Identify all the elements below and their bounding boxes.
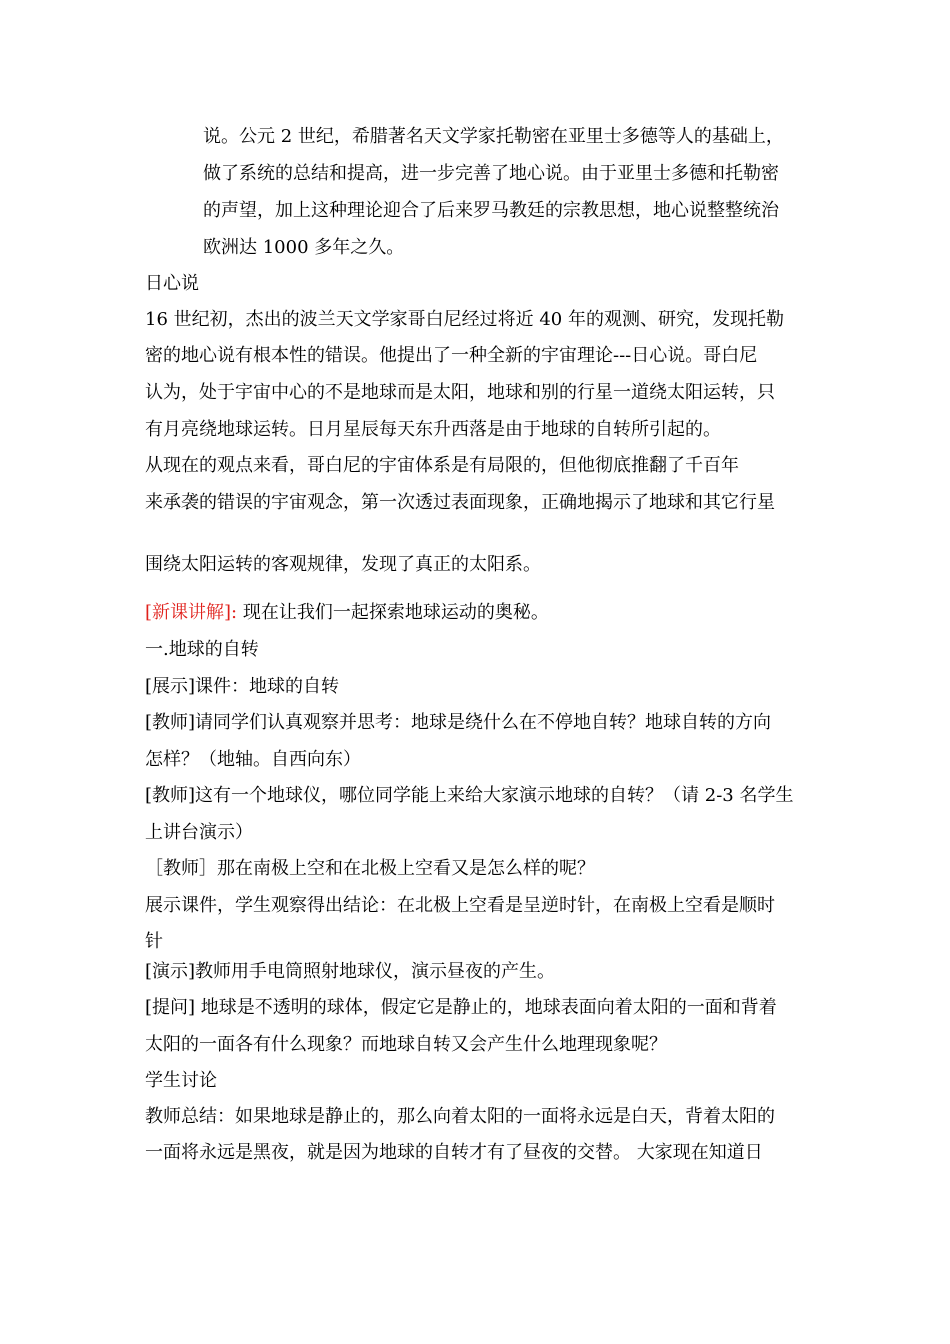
lesson-line-12: 学生讨论 (145, 1070, 217, 1091)
lesson-line-5: 上讲台演示） (145, 822, 253, 843)
heliocentric-heading: 日心说 (145, 273, 199, 294)
geocentric-line-3: 的声望，加上这种理论迎合了后来罗马教廷的宗教思想，地心说整整统治 (203, 200, 779, 221)
heliocentric-line-2: 密的地心说有根本性的错误。他提出了一种全新的宇宙理论---日心说。哥白尼 (145, 345, 758, 366)
heliocentric-line-1: 16 世纪初，杰出的波兰天文学家哥白尼经过将近 40 年的观测、研究，发现托勒 (145, 309, 784, 330)
new-lesson-line (145, 601, 549, 625)
lesson-line-13: 教师总结：如果地球是静止的，那么向着太阳的一面将永远是白天，背着太阳的 (145, 1106, 775, 1127)
lesson-line-3: 怎样？（地轴。自西向东） (145, 749, 361, 770)
lesson-line-6: ［教师］那在南极上空和在北极上空看又是怎么样的呢？ (145, 858, 595, 879)
lesson-line-10: [提问] 地球是不透明的球体，假定它是静止的，地球表面向着太阳的一面和背着 (145, 997, 777, 1018)
lesson-line-2: [教师]请同学们认真观察并思考：地球是绕什么在不停地自转？地球自转的方向 (145, 712, 772, 733)
lesson-line-14: 一面将永远是黑夜，就是因为地球的自转才有了昼夜的交替。 大家现在知道日 (145, 1142, 763, 1163)
new-lesson-text: 现在让我们一起探索地球运动的奥秘。 (237, 602, 549, 623)
evaluation-line-3: 围绕太阳运转的客观规律，发现了真正的太阳系。 (145, 554, 541, 575)
lesson-line-11: 太阳的一面各有什么现象？而地球自转又会产生什么地理现象呢？ (145, 1034, 667, 1055)
geocentric-line-2: 做了系统的总结和提高，进一步完善了地心说。由于亚里士多德和托勒密 (203, 163, 779, 184)
evaluation-line-1: 从现在的观点来看，哥白尼的宇宙体系是有局限的，但他彻底推翻了千百年 (145, 455, 739, 476)
heliocentric-line-4: 有月亮绕地球运转。日月星辰每天东升西落是由于地球的自转所引起的。 (145, 419, 721, 440)
lesson-line-8: 针 (145, 931, 163, 952)
geocentric-line-1: 说。公元 2 世纪，希腊著名天文学家托勒密在亚里士多德等人的基础上， (203, 126, 784, 147)
lesson-line-4: [教师]这有一个地球仪，哪位同学能上来给大家演示地球的自转？（请 2-3 名学生 (145, 785, 794, 806)
new-lesson-tag: [新课讲解]: (145, 602, 238, 623)
lesson-line-9: [演示]教师用手电筒照射地球仪，演示昼夜的产生。 (145, 961, 556, 982)
section-title: 一.地球的自转 (145, 639, 259, 660)
heliocentric-line-3: 认为，处于宇宙中心的不是地球而是太阳，地球和别的行星一道绕太阳运转，只 (145, 382, 775, 403)
geocentric-line-4: 欧洲达 1000 多年之久。 (203, 237, 405, 258)
evaluation-line-2: 来承袭的错误的宇宙观念，第一次透过表面现象，正确地揭示了地球和其它行星 (145, 492, 775, 513)
lesson-line-7: 展示课件，学生观察得出结论：在北极上空看是呈逆时针，在南极上空看是顺时 (145, 895, 775, 916)
lesson-line-1: [展示]课件：地球的自转 (145, 676, 340, 697)
